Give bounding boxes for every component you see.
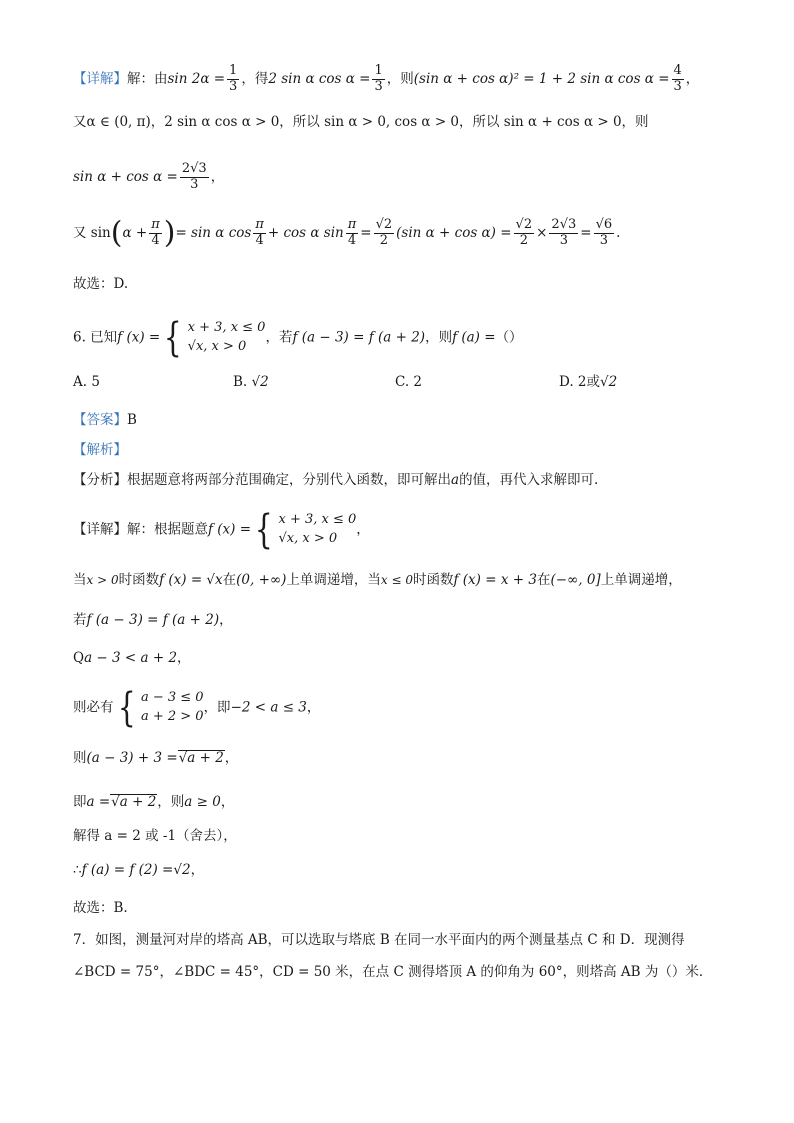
solution-line-3 <box>73 162 224 193</box>
math: 2 sin α cos α = <box>268 70 371 87</box>
answer-line <box>73 414 137 428</box>
solution-line-1 <box>73 64 699 95</box>
option-d[interactable]: D. 2或√2 <box>559 374 618 390</box>
math: f (a) = <box>452 329 496 346</box>
option-b[interactable]: B. √2 <box>233 374 269 390</box>
question-6-stem <box>73 315 523 361</box>
math: f (x) = <box>117 329 161 346</box>
text: 6. 已知 <box>73 329 118 346</box>
fraction: $\frac{2√3}{3}$ <box>551 217 577 248</box>
solution-line-2: 又α ∈ (0, π)，2 sin α cos α > 0，所以 sin α > 0, cos α > 0，所以 sin α + cos α > 0，则 <box>73 114 649 130</box>
math: = <box>360 224 372 241</box>
text: （） <box>495 329 523 346</box>
fraction: $\frac{\pi}{4}$ <box>151 217 160 248</box>
piecewise: { x + 3, x ≤ 0 √x, x > 0 <box>164 315 266 361</box>
piecewise: { x + 3, x ≤ 0 √x, x > 0 <box>254 507 357 553</box>
math: (sin α + cos α) = <box>396 224 512 241</box>
answer-value: B <box>127 412 137 428</box>
detail-line-5: 则必有 { a − 3 ≤ 0 a + 2 > 0 ，即−2 < a ≤ 3， <box>73 685 321 731</box>
math: (sin α + cos α)² = 1 + 2 sin α cos α = <box>413 70 670 87</box>
question-7-line-1: 7．如图，测量河对岸的塔高 AB，可以选取与塔底 B 在同一水平面内的两个测量基点 C 和 D．现测得 <box>73 932 685 948</box>
choose-b-line: 故选：B. <box>73 900 128 916</box>
fraction: $\frac{4}{3}$ <box>673 63 682 94</box>
solution-line-4: 又 sin(α + $\frac{\pi}{4}$ )= sin α cos $\frac{\pi}{4}$ + cos α sin $\frac{\pi}{4}$ = $\frac{√2}{2}$ (sin α + cos α) = $\frac{√2}{2}$ × $\frac{2√3}{3}$ = $\frac{√6}{3}$ . <box>73 215 621 251</box>
detail-line-4: Qa − 3 < a + 2， <box>73 650 191 666</box>
analysis-tag: 【解析】 <box>73 442 127 458</box>
fraction: $\frac{1}{3}$ <box>229 63 238 94</box>
fraction: $\frac{√2}{2}$ <box>375 217 393 248</box>
text: = <box>580 224 592 241</box>
text: . <box>616 224 621 241</box>
math: sin α + cos α = <box>73 168 178 185</box>
option-a[interactable]: A. 5 <box>73 374 100 390</box>
math: f (a − 3) = f (a + 2) <box>292 329 426 346</box>
fraction: $\frac{2√3}{3}$ <box>181 161 207 192</box>
detail-line-7: 即a =√a + 2，则a ≥ 0， <box>73 794 235 810</box>
detail-line-8: 解得 a = 2 或 -1（舍去）， <box>73 828 237 844</box>
fraction: $\frac{\pi}{4}$ <box>255 217 264 248</box>
text: × <box>536 224 548 241</box>
text: ，得 <box>241 70 269 87</box>
fraction: $\frac{\pi}{4}$ <box>347 217 357 248</box>
option-c[interactable]: C. 2 <box>395 374 423 390</box>
text: ，若 <box>265 329 293 346</box>
text: 又 sin <box>73 224 111 241</box>
fraction: $\frac{√2}{2}$ <box>515 217 533 248</box>
math: + cos α sin <box>267 224 344 241</box>
answer-tag: 【答案】 <box>73 412 127 428</box>
question-6-options <box>73 376 753 396</box>
fraction: $\frac{1}{3}$ <box>374 63 383 94</box>
detail-line-1: 【详解】解：根据题意f (x) = { x + 3, x ≤ 0 √x, x > 0 ， <box>73 507 370 553</box>
detail-tag: 【详解】 <box>73 70 127 87</box>
text: ，则 <box>425 329 453 346</box>
text: ， <box>210 168 225 185</box>
math: sin 2α = <box>167 70 226 87</box>
detail-line-6: 则(a − 3) + 3 =√a + 2， <box>73 750 239 766</box>
detail-line-3: 若f (a − 3) = f (a + 2)， <box>73 612 233 628</box>
math: = sin α cos <box>175 224 252 241</box>
fenxi-line: 【分析】根据题意将两部分范围确定，分别代入函数，即可解出a的值，再代入求解即可. <box>73 472 599 488</box>
math: α + <box>122 224 148 241</box>
text: ，则 <box>386 70 414 87</box>
detail-line-2: 当x > 0时函数f (x) = √x在(0, +∞)上单调递增，当x ≤ 0时函数f (x) = x + 3在(−∞, 0]上单调递增， <box>73 572 682 588</box>
choose-d-line: 故选：D. <box>73 276 129 292</box>
question-7-line-2: ∠BCD = 75°，∠BDC = 45°，CD = 50 米，在点 C 测得塔顶 A 的仰角为 60°，则塔高 AB 为（）米． <box>73 964 713 980</box>
text: ， <box>685 70 700 87</box>
fraction: $\frac{√6}{3}$ <box>595 217 613 248</box>
detail-line-9: ∴f (a) = f (2) =√2， <box>73 862 205 878</box>
text: 解：由 <box>127 70 168 87</box>
